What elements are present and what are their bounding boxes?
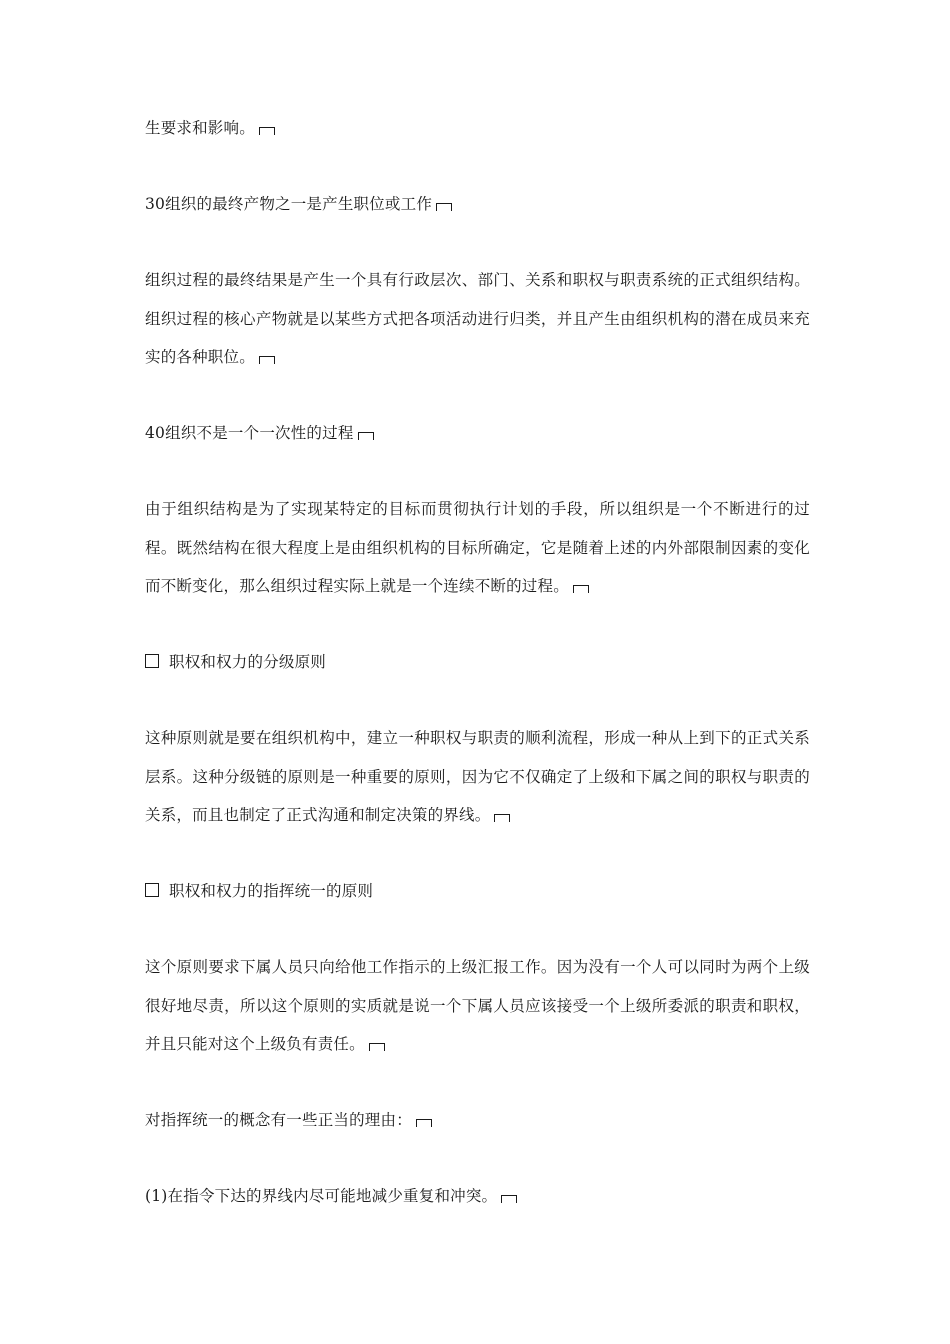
paragraph-mark-icon xyxy=(358,432,374,440)
paragraph-mark-icon xyxy=(501,1195,517,1203)
paragraph-5-text: 由于组织结构是为了实现某特定的目标而贯彻执行计划的手段，所以组织是一个不断进行的过程。既然结构在很大程度上是由组织机构的目标所确定，它是随着上述的内外部限制因素的变化而不断变化，那么组织过程实际上就是一个连续不断的过程。 xyxy=(145,500,810,595)
checkbox-bullet-icon xyxy=(145,883,159,897)
paragraph-10-text: 对指挥统一的概念有一些正当的理由： xyxy=(145,1111,412,1129)
paragraph-10 xyxy=(145,1101,810,1140)
heading-30 xyxy=(145,185,810,224)
list-item-1-text: (1)在指令下达的界线内尽可能地减少重复和冲突。 xyxy=(145,1187,498,1205)
paragraph-1 xyxy=(145,109,810,148)
paragraph-5 xyxy=(145,490,810,606)
checkbox-bullet-icon xyxy=(145,654,159,668)
heading-40-text: 40组织不是一个一次性的过程 xyxy=(145,424,354,442)
paragraph-mark-icon xyxy=(494,814,510,822)
paragraph-1-text: 生要求和影响。 xyxy=(145,119,255,137)
paragraph-9 xyxy=(145,948,810,1064)
heading-30-text: 30组织的最终产物之一是产生职位或工作 xyxy=(145,195,433,213)
paragraph-mark-icon xyxy=(259,127,275,135)
paragraph-7-text: 这种原则就是要在组织机构中，建立一种职权与职责的顺利流程，形成一种从上到下的正式关系层系。这种分级链的原则是一种重要的原则，因为它不仅确定了上级和下属之间的职权与职责的关系，而且也制定了正式沟通和制定决策的界线。 xyxy=(145,729,810,824)
section-hierarchy-principle-text: 职权和权力的分级原则 xyxy=(169,653,327,671)
section-unity-of-command xyxy=(145,872,810,911)
paragraph-mark-icon xyxy=(436,203,452,211)
section-hierarchy-principle xyxy=(145,643,810,682)
heading-40 xyxy=(145,414,810,453)
paragraph-7 xyxy=(145,719,810,835)
list-item-1 xyxy=(145,1177,810,1216)
paragraph-mark-icon xyxy=(369,1043,385,1051)
paragraph-3-text: 组织过程的最终结果是产生一个具有行政层次、部门、关系和职权与职责系统的正式组织结构。组织过程的核心产物就是以某些方式把各项活动进行归类，并且产生由组织机构的潜在成员来充实的各种职位。 xyxy=(145,271,810,366)
section-unity-of-command-text: 职权和权力的指挥统一的原则 xyxy=(169,882,374,900)
paragraph-9-text: 这个原则要求下属人员只向给他工作指示的上级汇报工作。因为没有一个人可以同时为两个上级很好地尽责，所以这个原则的实质就是说一个下属人员应该接受一个上级所委派的职责和职权，并且只能对这个上级负有责任。 xyxy=(145,958,810,1053)
paragraph-3 xyxy=(145,261,810,377)
paragraph-mark-icon xyxy=(259,356,275,364)
paragraph-mark-icon xyxy=(573,585,589,593)
paragraph-mark-icon xyxy=(416,1119,432,1127)
